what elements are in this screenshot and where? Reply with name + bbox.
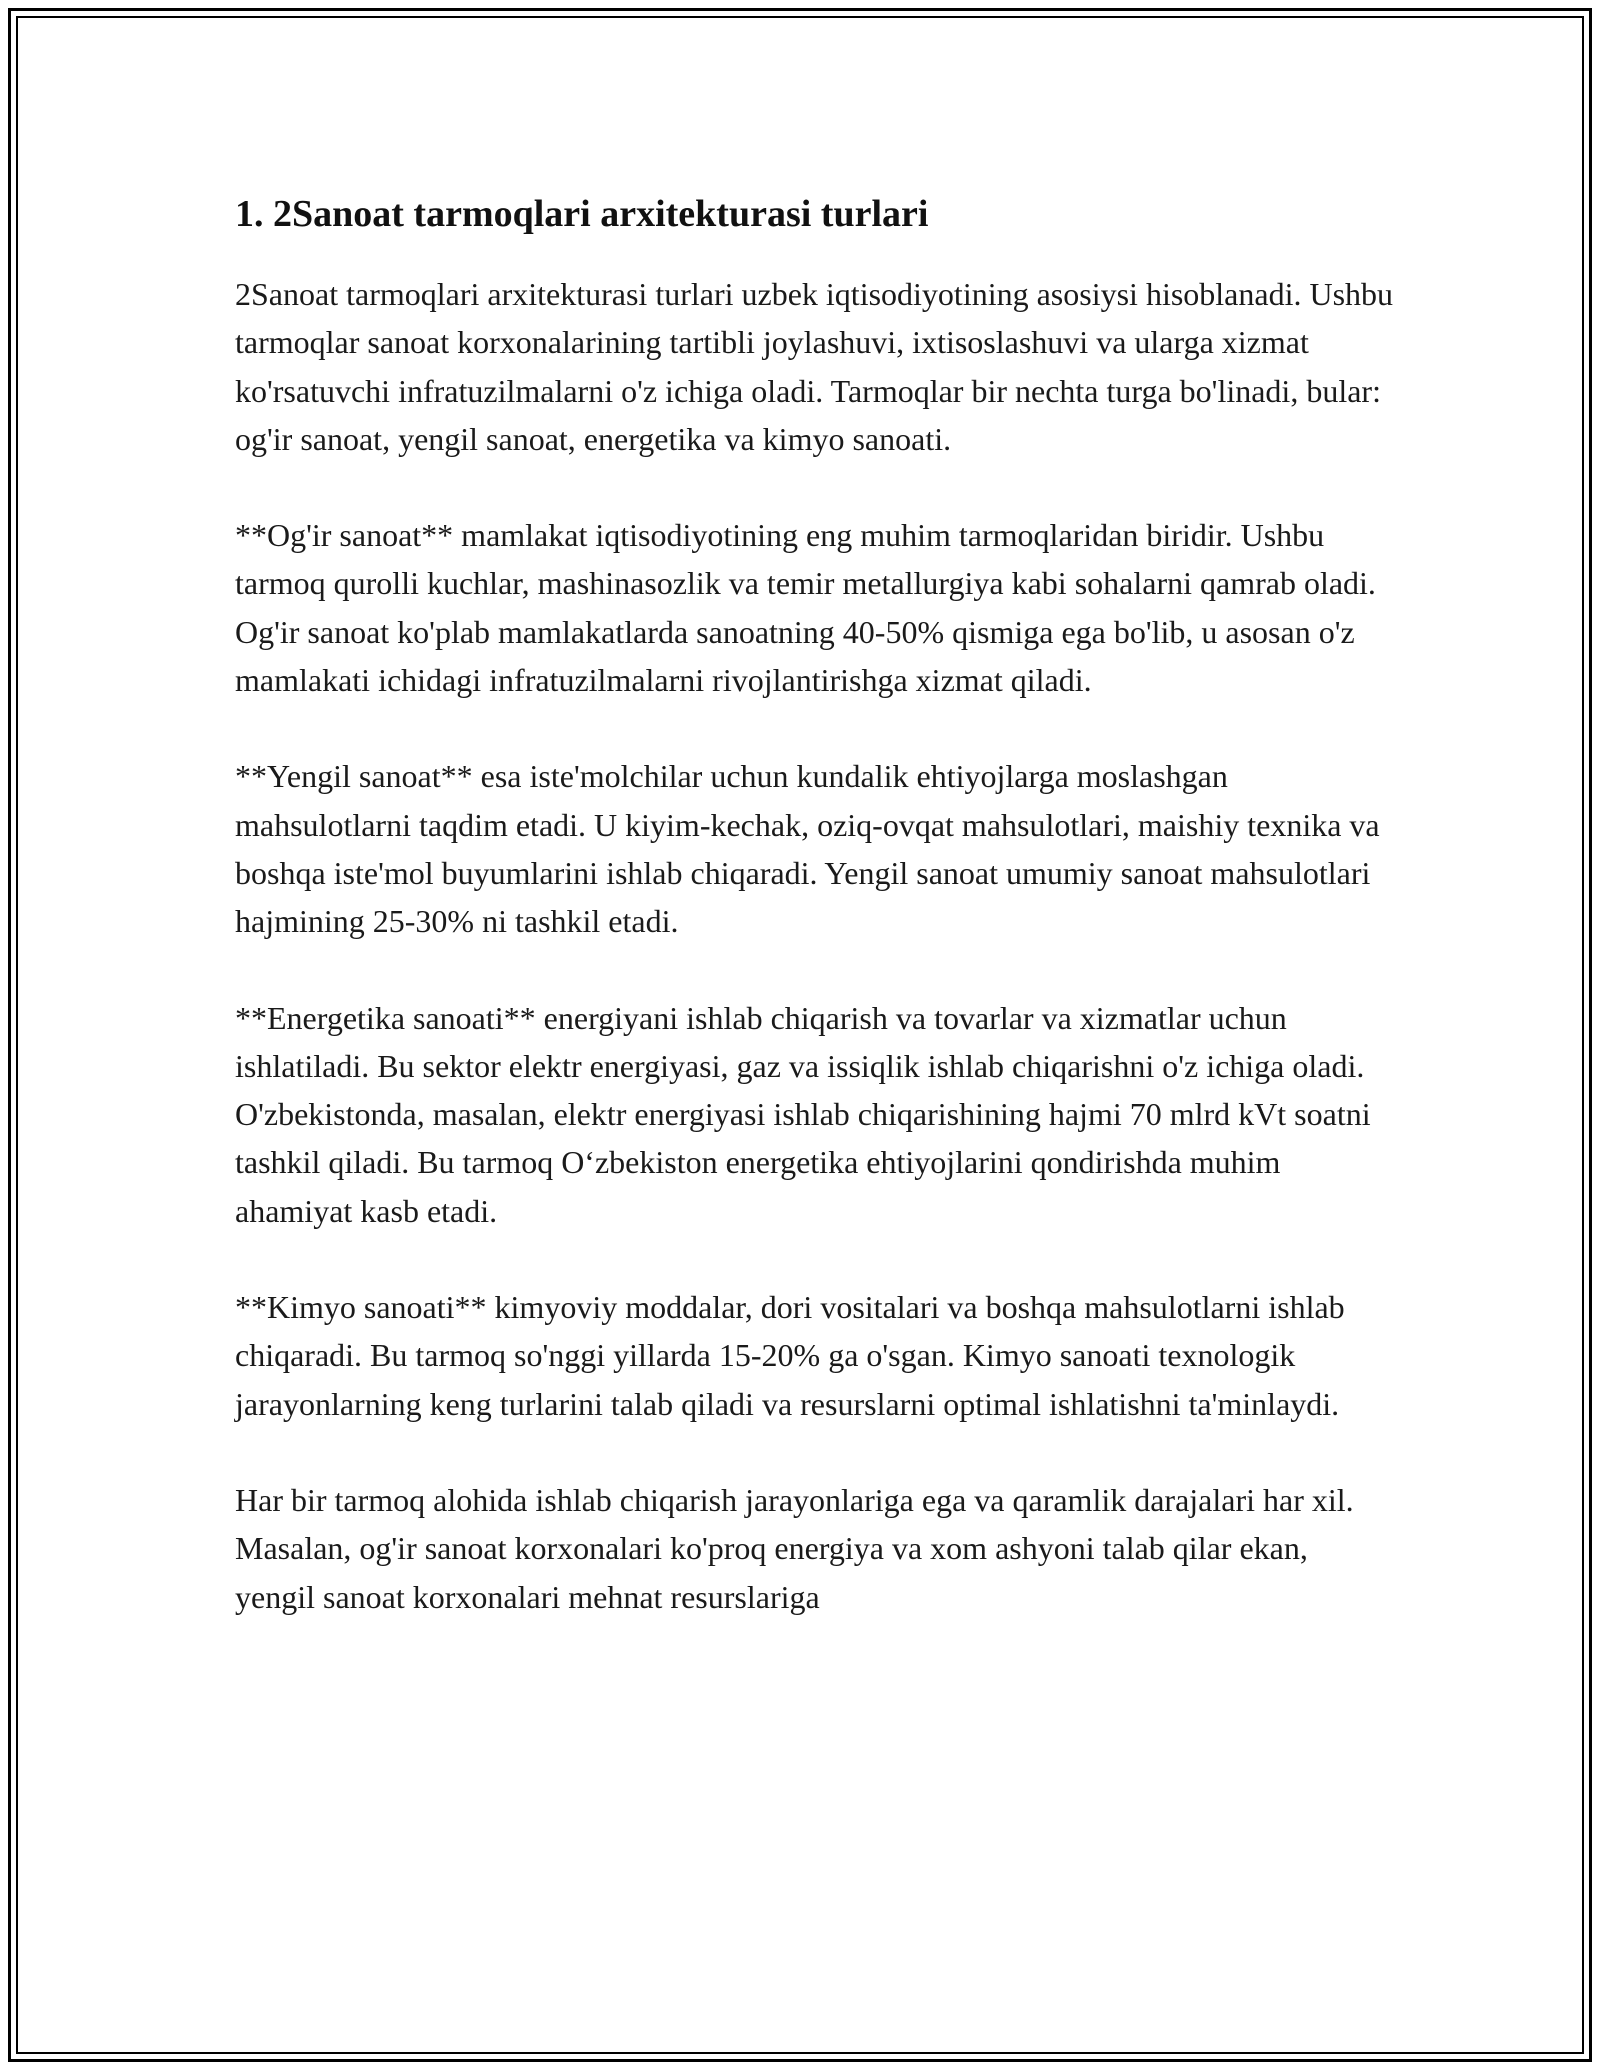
document-title: 1. 2Sanoat tarmoqlari arxitekturasi turlari xyxy=(235,193,929,235)
paragraph-energy-industry: **Energetika sanoati** energiyani ishlab chiqarish va tovarlar va xizmatlar uchun ishlatiladi. Bu sektor elektr energiyasi, gaz va issiqlik ishlab chiqarishni o'z ichiga oladi. O'zbekistonda, masalan, elektr energiyasi ishlab chiqarishining hajmi 70 mlrd kVt soatni tashkil qiladi. Bu tarmoq O‘zbekiston energetika ehtiyojlarini qondirishda muhim ahamiyat kasb etadi. xyxy=(235,999,1371,1229)
paragraph-conclusion: Har bir tarmoq alohida ishlab chiqarish jarayonlariga ega va qaramlik darajalari har xil. Masalan, og'ir sanoat korxonalari ko'proq energiya va xom ashyoni talab qilar ekan, yengil sanoat korxonalari mehnat resurslariga xyxy=(235,1481,1354,1615)
document-body xyxy=(235,186,1395,1669)
paragraph-light-industry: **Yengil sanoat** esa iste'molchilar uchun kundalik ehtiyojlarga moslashgan mahsulotlarni taqdim etadi. U kiyim-kechak, oziq-ovqat mahsulotlari, maishiy texnika va boshqa iste'mol buyumlarini ishlab chiqaradi. Yengil sanoat umumiy sanoat mahsulotlari hajmining 25-30% ni tashkil etadi. xyxy=(235,758,1380,940)
paragraph-intro: 2Sanoat tarmoqlari arxitekturasi turlari uzbek iqtisodiyotining asosiysi hisoblanadi. Ushbu tarmoqlar sanoat korxonalarining tartibli joylashuvi, ixtisoslashuvi va ularga xizmat ko'rsatuvchi infratuzilmalarni o'z ichiga oladi. Tarmoqlar bir nechta turga bo'linadi, bular: og'ir sanoat, yengil sanoat, energetika va kimyo sanoati. xyxy=(235,276,1394,457)
paragraph-heavy-industry: **Og'ir sanoat** mamlakat iqtisodiyotining eng muhim tarmoqlaridan biridir. Ushbu tarmoq qurolli kuchlar, mashinasozlik va temir metallurgiya kabi sohalarni qamrab oladi. Og'ir sanoat ko'plab mamlakatlarda sanoatning 40-50% qismiga ega bo'lib, u asosan o'z mamlakati ichidagi infratuzilmalarni rivojlantirishga xizmat qiladi. xyxy=(235,517,1376,699)
paragraph-chemical-industry: **Kimyo sanoati** kimyoviy moddalar, dori vositalari va boshqa mahsulotlarni ishlab chiqaradi. Bu tarmoq so'nggi yillarda 15-20% ga o'sgan. Kimyo sanoati texnologik jarayonlarning keng turlarini talab qiladi va resurslarni optimal ishlatishni ta'minlaydi. xyxy=(235,1289,1345,1422)
